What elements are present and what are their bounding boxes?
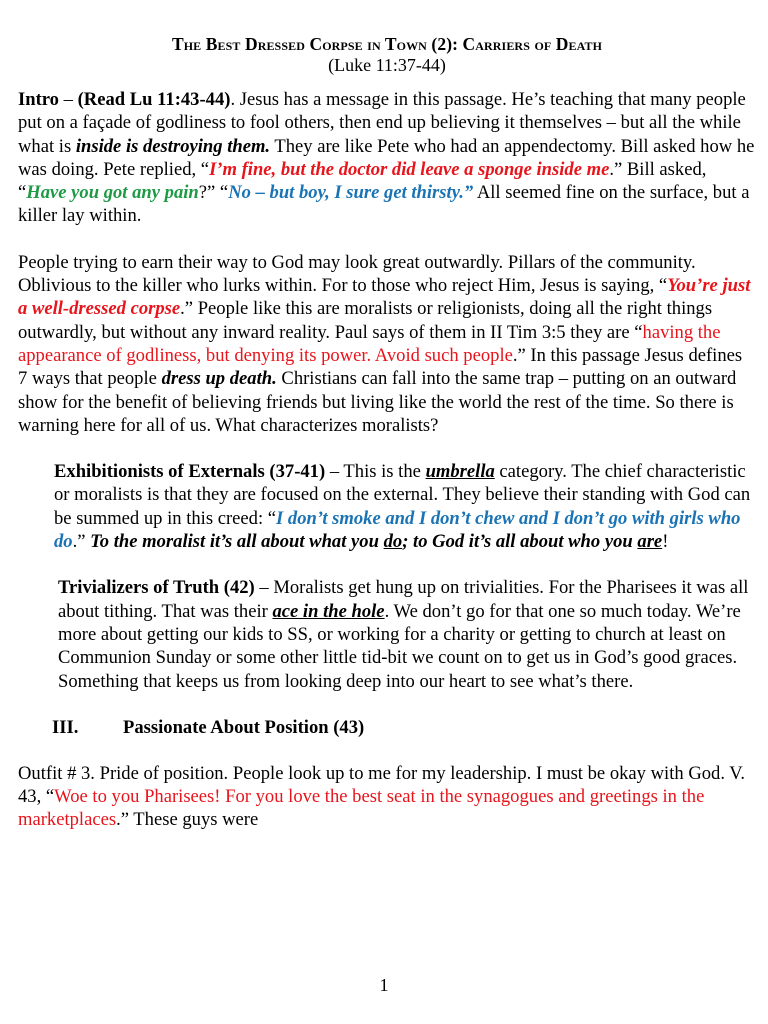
emphasis-do: do (383, 531, 403, 553)
intro-text: All seemed fine on the surface, but a killer lay within. (18, 182, 750, 227)
quote-woe-to-pharisees: Woe to you Pharisees! For you love the best seat in the synagogues and greetings in the marketplaces (18, 786, 705, 831)
emphasis-are: are (637, 531, 663, 553)
paragraph-text: .” (72, 531, 91, 553)
intro-emphasis: inside is destroying them. (75, 135, 271, 157)
intro-dash: – (58, 89, 78, 110)
paragraph-text: .” In this passage Jesus defines 7 ways that people (18, 344, 743, 390)
intro-quote-sponge: I’m fine, but the doctor did leave a sponge inside me (209, 158, 610, 180)
paragraph-text: People trying to earn their way to God may look great outwardly. Pillars of the community. Oblivious to the killer who lurks within. For to those who reject Him, Jesus is saying, “ (18, 251, 696, 297)
section-number: III. (52, 716, 79, 738)
emphasis-ace-in-the-hole: ace in the hole (272, 600, 385, 622)
section-trivializers (18, 576, 756, 692)
paragraph-text: .” These guys were (116, 809, 259, 831)
intro-text: . Jesus has a message in this passage. He’s teaching that many people put on a façade of godliness to fool others, then end up believing it themselves – but all the while what is (18, 89, 746, 157)
paragraph-text: ! (662, 531, 669, 553)
position-paragraph (18, 762, 756, 832)
intro-text: .” Bill asked, “ (18, 158, 707, 204)
quote-appearance-of-godliness: having the appearance of godliness, but denying its power. Avoid such people (18, 321, 721, 366)
paragraph-text: Outfit # 3. Pride of position. People look up to me for my leadership. I must be okay with God. V. 43, “ (18, 762, 745, 808)
intro-read-ref: (Read Lu 11:43-44) (77, 89, 231, 110)
section-heading: Exhibitionists of Externals (37-41) (54, 461, 326, 483)
intro-quote-pain: Have you got any pain (26, 182, 199, 204)
section-title: Passionate About Position (43) (123, 716, 365, 738)
document-title: The Best Dressed Corpse in Town (2): Carriers of Death (171, 34, 603, 54)
scripture-reference: (Luke 11:37-44) (328, 55, 446, 75)
emphasis-umbrella: umbrella (425, 461, 495, 483)
paragraph-text: Christians can fall into the same trap – putting on an outward show for the benefit of believing friends but living like the world the rest of the time. So there is warning here for all of us. What characterizes moralists? (18, 368, 737, 436)
paragraph-text: . We don’t go for that one so much today. We’re more about getting our kids to SS, or working for a charity or getting to church at least on Communion Sunday or some other little tid-bit we count on to get us in God’s good graces. Something that keeps us from looking deep into our heart to see what’s there. (58, 600, 741, 692)
paragraph-text: category. The chief characteristic or moralists is that they are focused on the external. They believe their standing with God can be summed up in this creed: “ (54, 461, 751, 529)
emphasis-to-god: ; to God it’s all about who you (402, 531, 638, 553)
intro-paragraph (18, 88, 756, 228)
emphasis-moralist: To the moralist it’s all about what you (90, 531, 384, 553)
section-heading-position (18, 716, 756, 739)
section-exhibitionists (18, 460, 756, 553)
emphasis-dress-up-death: dress up death. (161, 368, 277, 390)
quote-creed: I don’t smoke and I don’t chew and I don’t go with girls who do (54, 507, 741, 553)
document-page (18, 34, 756, 832)
moralists-paragraph (18, 251, 756, 437)
page-number: 1 (379, 975, 389, 995)
paragraph-text: – Moralists get hung up on trivialities. For the Pharisees it was all about tithing. That was their (58, 577, 749, 622)
paragraph-text: .” People like this are moralists or religionists, doing all the right things outwardly, but without any inward reality. Paul says of them in II Tim 3:5 they are “ (18, 298, 713, 343)
intro-label: Intro (18, 89, 59, 110)
intro-text: They are like Pete who had an appendectomy. Bill asked how he was doing. Pete replied, “ (18, 135, 755, 180)
quote-well-dressed-corpse: You’re just a well-dressed corpse (18, 275, 751, 320)
section-heading: Trivializers of Truth (42) (58, 577, 255, 599)
intro-quote-thirsty: No – but boy, I sure get thirsty.” (228, 182, 474, 204)
intro-text: ?” “ (198, 182, 229, 204)
paragraph-text: – This is the (325, 461, 426, 483)
